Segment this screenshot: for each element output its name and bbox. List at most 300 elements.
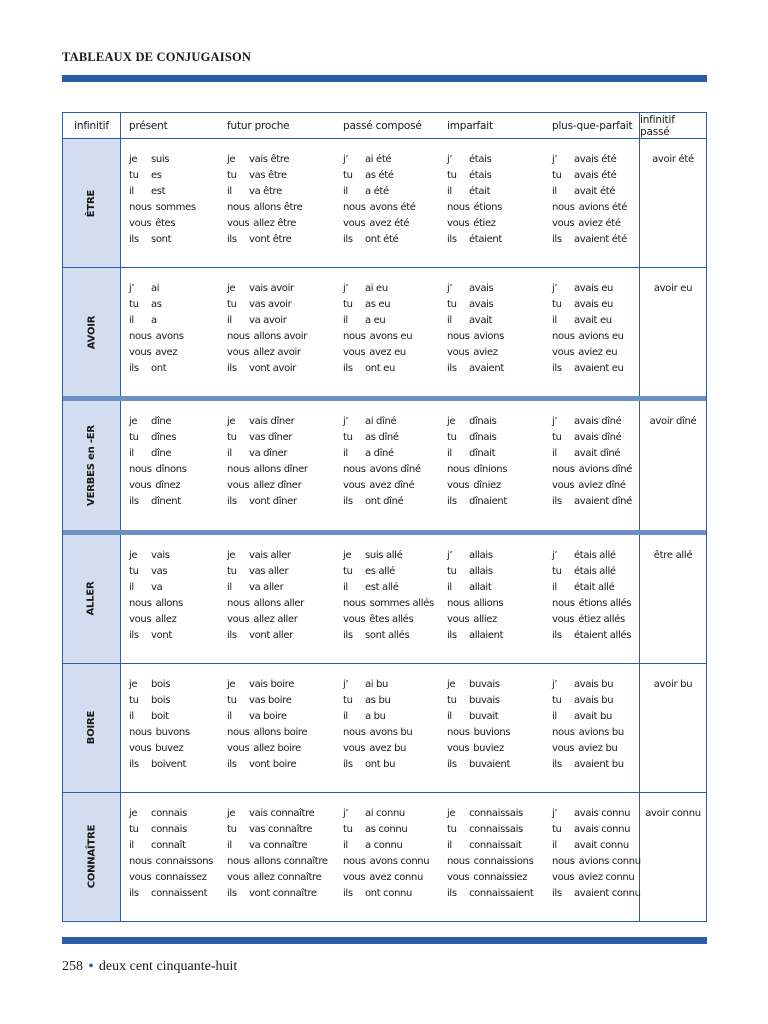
pronoun: il bbox=[343, 448, 348, 460]
verb-form: as connu bbox=[365, 823, 408, 835]
pronoun: nous bbox=[447, 331, 470, 343]
pronoun: vous bbox=[447, 218, 470, 229]
verb-name: VERBES en -ER bbox=[86, 424, 97, 506]
conjugation-line bbox=[447, 806, 533, 822]
verb-form: êtes bbox=[155, 218, 176, 229]
pronoun: j’ bbox=[552, 154, 558, 165]
verb-form: a été bbox=[365, 186, 389, 197]
verb-form: allons être bbox=[253, 202, 303, 213]
conjugation-line bbox=[447, 494, 507, 510]
pronoun: vous bbox=[343, 218, 366, 229]
verb-form: avez connu bbox=[369, 871, 423, 883]
conjugation-line bbox=[343, 297, 412, 313]
conjugation-line bbox=[129, 693, 190, 709]
pronoun: il bbox=[552, 710, 557, 722]
verb-form: dînais bbox=[469, 432, 497, 444]
verb-form: ai dîné bbox=[365, 416, 397, 428]
tense-column bbox=[129, 281, 184, 377]
verb-name: BOIRE bbox=[85, 711, 97, 745]
verb-form: dînons bbox=[155, 464, 187, 476]
verb-form: est allé bbox=[365, 581, 399, 593]
pronoun: il bbox=[552, 581, 557, 593]
pronoun: il bbox=[129, 581, 134, 593]
verb-label-cell bbox=[63, 139, 121, 267]
pronoun: ils bbox=[552, 887, 562, 899]
verb-form: avais été bbox=[574, 154, 617, 165]
conjugation-line bbox=[227, 854, 328, 870]
verb-form: avais connu bbox=[574, 807, 631, 819]
conjugation-line bbox=[447, 168, 502, 184]
pronoun: j’ bbox=[447, 549, 453, 561]
verb-form: boit bbox=[151, 710, 169, 722]
conjugation-line bbox=[129, 580, 183, 596]
pronoun: tu bbox=[227, 565, 237, 577]
header-infinitif: infinitif bbox=[63, 113, 121, 138]
conjugation-line bbox=[447, 281, 504, 297]
pronoun: nous bbox=[552, 202, 575, 213]
pronoun: tu bbox=[129, 432, 139, 444]
conjugation-line bbox=[227, 741, 307, 757]
pronoun: il bbox=[129, 710, 134, 722]
pronoun: ils bbox=[447, 758, 457, 770]
verb-form: avons dîné bbox=[369, 464, 421, 476]
tense-column bbox=[447, 806, 533, 902]
conjugation-line bbox=[129, 806, 213, 822]
pronoun: nous bbox=[227, 597, 250, 609]
verb-form: avait connu bbox=[574, 839, 629, 851]
conjugation-line bbox=[447, 725, 510, 741]
tense-column bbox=[343, 414, 421, 510]
conjugation-line bbox=[447, 232, 502, 248]
pronoun: il bbox=[227, 710, 232, 722]
pronoun: ils bbox=[227, 887, 237, 899]
verb-label-cell bbox=[63, 535, 121, 663]
pronoun: nous bbox=[552, 855, 575, 867]
verb-form: avons connu bbox=[369, 855, 430, 867]
verb-form: étions bbox=[473, 202, 503, 213]
conjugation-line bbox=[552, 725, 624, 741]
pronoun: il bbox=[343, 839, 348, 851]
verb-form: avait dîné bbox=[574, 448, 621, 460]
tense-column bbox=[129, 677, 190, 773]
page-footer bbox=[62, 959, 237, 975]
verb-form: allais bbox=[469, 565, 493, 577]
conjugation-line bbox=[227, 478, 308, 494]
verb-form: dînez bbox=[155, 480, 181, 492]
verb-form: avaient eu bbox=[574, 363, 624, 375]
pronoun: nous bbox=[447, 202, 470, 213]
verb-form: buviez bbox=[473, 742, 504, 754]
conjugation-line bbox=[227, 297, 307, 313]
pronoun: il bbox=[227, 315, 232, 327]
verb-form: aviez connu bbox=[578, 871, 635, 883]
conjugation-line bbox=[129, 628, 183, 644]
verb-form: dînent bbox=[151, 496, 181, 508]
conjugation-line bbox=[447, 297, 504, 313]
pronoun: ils bbox=[447, 234, 457, 245]
verb-form: es bbox=[151, 170, 162, 181]
verb-form: allais bbox=[469, 549, 493, 561]
verb-form: allons connaître bbox=[253, 855, 328, 867]
conjugation-line bbox=[343, 806, 429, 822]
pronoun: nous bbox=[343, 726, 366, 738]
conjugation-line bbox=[343, 628, 434, 644]
verb-form: avions été bbox=[578, 202, 628, 213]
conjugation-line bbox=[129, 709, 190, 725]
pronoun: ils bbox=[227, 496, 237, 508]
pronoun: j’ bbox=[343, 154, 349, 165]
pronoun: j’ bbox=[129, 283, 135, 295]
verb-form: vont connaître bbox=[249, 887, 317, 899]
pronoun: tu bbox=[129, 299, 139, 311]
verb-form: était bbox=[469, 186, 491, 197]
conjugation-line bbox=[343, 478, 421, 494]
bottom-rule bbox=[62, 937, 707, 944]
conjugation-line bbox=[343, 329, 412, 345]
verb-form: étais allé bbox=[574, 549, 616, 561]
verb-form: vais connaître bbox=[249, 807, 315, 819]
pronoun: nous bbox=[552, 464, 575, 476]
verb-form: connaissons bbox=[155, 855, 214, 867]
pronoun: j’ bbox=[552, 549, 558, 561]
verb-form: allez boire bbox=[253, 742, 301, 754]
pronoun: tu bbox=[343, 565, 353, 577]
conjugation-line bbox=[343, 838, 429, 854]
page-header-title: TABLEAUX DE CONJUGAISON bbox=[62, 50, 252, 64]
conjugation-line bbox=[552, 677, 624, 693]
verb-form: vont boire bbox=[249, 758, 297, 770]
tense-column bbox=[447, 414, 507, 510]
pronoun: nous bbox=[129, 855, 152, 867]
pronoun: il bbox=[129, 448, 134, 460]
conjugation-line bbox=[447, 361, 504, 377]
conjugation-line bbox=[129, 168, 196, 184]
verb-form: bois bbox=[151, 694, 171, 706]
verb-form: va être bbox=[249, 186, 282, 197]
verb-form: avais bbox=[469, 283, 494, 295]
conjugation-line bbox=[343, 281, 412, 297]
conjugation-line bbox=[343, 200, 416, 216]
pronoun: je bbox=[129, 549, 138, 561]
verb-form: avions dîné bbox=[578, 464, 633, 476]
verb-form: avait été bbox=[574, 186, 616, 197]
conjugation-line bbox=[227, 430, 308, 446]
verb-form: dîne bbox=[151, 416, 172, 428]
verb-form: suis allé bbox=[365, 549, 403, 561]
tense-column bbox=[343, 152, 416, 248]
verb-form: ont connu bbox=[365, 887, 413, 899]
conjugation-line bbox=[343, 822, 429, 838]
pronoun: tu bbox=[447, 565, 457, 577]
infinitif-passe-cell: avoir dîné bbox=[649, 416, 697, 428]
pronoun: nous bbox=[227, 331, 250, 343]
pronoun: nous bbox=[343, 331, 366, 343]
pronoun: tu bbox=[447, 432, 457, 444]
verb-form: connaissait bbox=[469, 839, 522, 851]
verb-form: avons été bbox=[369, 202, 416, 213]
verb-form: boivent bbox=[151, 758, 187, 770]
pronoun: tu bbox=[552, 823, 562, 835]
pronoun: vous bbox=[552, 347, 575, 359]
pronoun: tu bbox=[552, 299, 562, 311]
conjugation-line bbox=[552, 580, 631, 596]
verb-form: dînions bbox=[473, 464, 508, 476]
pronoun: tu bbox=[129, 565, 139, 577]
conjugation-line bbox=[227, 345, 307, 361]
pronoun: il bbox=[343, 581, 348, 593]
conjugation-line bbox=[129, 297, 184, 313]
pronoun: nous bbox=[129, 331, 152, 343]
conjugation-line bbox=[447, 757, 510, 773]
pronoun: nous bbox=[552, 597, 575, 609]
pronoun: vous bbox=[552, 480, 575, 492]
verb-form: aviez bu bbox=[578, 742, 618, 754]
conjugation-line bbox=[129, 596, 183, 612]
verb-form: allez dîner bbox=[253, 480, 302, 492]
tense-column bbox=[447, 281, 504, 377]
conjugation-line bbox=[227, 494, 308, 510]
conjugation-line bbox=[447, 693, 510, 709]
verb-form: a bbox=[151, 315, 157, 327]
verb-form: avais dîné bbox=[574, 432, 622, 444]
tense-column bbox=[129, 152, 196, 248]
tense-column bbox=[447, 548, 503, 644]
conjugation-line bbox=[447, 822, 533, 838]
conjugation-line bbox=[227, 838, 328, 854]
tense-column bbox=[552, 677, 624, 773]
pronoun: il bbox=[227, 186, 232, 197]
conjugation-line bbox=[552, 709, 624, 725]
conjugation-line bbox=[343, 580, 434, 596]
conjugation-line bbox=[552, 430, 632, 446]
pronoun: ils bbox=[343, 234, 353, 245]
verb-form: buvait bbox=[469, 710, 499, 722]
verb-form: ai été bbox=[365, 154, 392, 165]
pronoun: ils bbox=[343, 887, 353, 899]
infinitif-passe-cell: être allé bbox=[653, 549, 693, 561]
verb-form: étiez bbox=[473, 218, 496, 229]
conjugation-line bbox=[227, 200, 302, 216]
verb-form: allait bbox=[469, 581, 492, 593]
verb-form: va avoir bbox=[249, 315, 287, 327]
conjugation-line bbox=[447, 596, 503, 612]
conjugation-line bbox=[343, 709, 412, 725]
verb-form: buvais bbox=[469, 678, 500, 690]
conjugation-line bbox=[447, 741, 510, 757]
pronoun: je bbox=[227, 283, 236, 295]
conjugation-line bbox=[343, 232, 416, 248]
verb-form: va connaître bbox=[249, 839, 308, 851]
conjugation-line bbox=[227, 329, 307, 345]
conjugation-line bbox=[552, 184, 627, 200]
verb-form: étions allés bbox=[578, 597, 632, 609]
pronoun: j’ bbox=[552, 416, 558, 428]
pronoun: vous bbox=[227, 347, 250, 359]
conjugation-line bbox=[447, 580, 503, 596]
pronoun: vous bbox=[447, 742, 470, 754]
verb-form: avaient été bbox=[574, 234, 627, 245]
pronoun: tu bbox=[447, 823, 457, 835]
verb-form: avions eu bbox=[578, 331, 624, 343]
conjugation-line bbox=[129, 564, 183, 580]
verb-form: sommes allés bbox=[369, 597, 434, 609]
conjugation-cells bbox=[121, 268, 640, 396]
conjugation-line bbox=[227, 313, 307, 329]
pronoun: tu bbox=[343, 170, 353, 181]
conjugation-line bbox=[227, 886, 328, 902]
conjugation-line bbox=[343, 870, 429, 886]
verb-form: avons bu bbox=[369, 726, 413, 738]
pronoun: nous bbox=[343, 202, 366, 213]
verb-form: sont bbox=[151, 234, 172, 245]
verb-form: connaissiez bbox=[473, 871, 528, 883]
verb-label-cell bbox=[63, 401, 121, 529]
pronoun: tu bbox=[227, 170, 237, 181]
conjugation-line bbox=[227, 232, 302, 248]
pronoun: ils bbox=[227, 629, 237, 641]
conjugation-line bbox=[343, 757, 412, 773]
conjugation-line bbox=[129, 725, 190, 741]
verb-label-cell bbox=[63, 664, 121, 792]
verb-form: allez connaître bbox=[253, 871, 322, 883]
verb-form: allons bbox=[155, 597, 183, 609]
verb-form: aviez été bbox=[578, 218, 621, 229]
verb-form: buvais bbox=[469, 694, 500, 706]
pronoun: tu bbox=[552, 432, 562, 444]
verb-form: avez bbox=[155, 347, 178, 359]
verb-form: étais bbox=[469, 154, 492, 165]
pronoun: ils bbox=[343, 629, 353, 641]
pronoun: je bbox=[227, 678, 236, 690]
pronoun: tu bbox=[129, 694, 139, 706]
tense-column bbox=[129, 548, 183, 644]
pronoun: il bbox=[447, 839, 452, 851]
conjugation-line bbox=[343, 152, 416, 168]
pronoun: tu bbox=[227, 299, 237, 311]
pronoun: je bbox=[343, 549, 352, 561]
verb-form: vont avoir bbox=[249, 363, 297, 375]
pronoun: vous bbox=[447, 871, 470, 883]
verb-form: avaient dîné bbox=[574, 496, 632, 508]
conjugation-line bbox=[552, 564, 631, 580]
verb-form: dînes bbox=[151, 432, 177, 444]
tense-column bbox=[227, 806, 328, 902]
conjugation-line bbox=[129, 757, 190, 773]
pronoun: j’ bbox=[552, 807, 558, 819]
pronoun: je bbox=[447, 416, 456, 428]
verb-form: connaissions bbox=[473, 855, 534, 867]
pronoun: ils bbox=[447, 629, 457, 641]
verb-form: buvaient bbox=[469, 758, 511, 770]
pronoun: nous bbox=[227, 464, 250, 476]
verb-form: allons boire bbox=[253, 726, 308, 738]
page-number-words: deux cent cinquante-huit bbox=[98, 959, 238, 974]
pronoun: je bbox=[227, 416, 236, 428]
pronoun: il bbox=[343, 710, 348, 722]
verb-form: vais boire bbox=[249, 678, 295, 690]
conjugation-cells bbox=[121, 793, 640, 921]
pronoun: nous bbox=[552, 331, 575, 343]
pronoun: nous bbox=[129, 726, 152, 738]
conjugation-line bbox=[227, 216, 302, 232]
pronoun: nous bbox=[343, 464, 366, 476]
verb-form: as dîné bbox=[365, 432, 399, 444]
conjugation-line bbox=[447, 886, 533, 902]
verb-form: allions bbox=[473, 597, 504, 609]
header-passe-compose: passé composé bbox=[343, 120, 422, 132]
conjugation-line bbox=[129, 329, 184, 345]
conjugation-line bbox=[447, 430, 507, 446]
conjugation-line bbox=[343, 414, 421, 430]
pronoun: vous bbox=[552, 218, 575, 229]
pronoun: vous bbox=[227, 613, 250, 625]
verb-form: vas dîner bbox=[249, 432, 293, 444]
tense-column bbox=[227, 414, 308, 510]
tense-column bbox=[227, 152, 302, 248]
pronoun: tu bbox=[447, 694, 457, 706]
pronoun: vous bbox=[343, 480, 366, 492]
pronoun: il bbox=[447, 710, 452, 722]
pronoun: vous bbox=[447, 480, 470, 492]
verb-form: avaient connu bbox=[574, 887, 641, 899]
conjugation-line bbox=[227, 564, 304, 580]
verb-form: vas avoir bbox=[249, 299, 292, 311]
verb-form: avais bbox=[469, 299, 494, 311]
conjugation-line bbox=[129, 361, 184, 377]
pronoun: vous bbox=[552, 742, 575, 754]
verb-row bbox=[63, 139, 706, 267]
conjugation-line bbox=[552, 168, 627, 184]
conjugation-line bbox=[552, 478, 632, 494]
pronoun: vous bbox=[129, 613, 152, 625]
pronoun: nous bbox=[227, 855, 250, 867]
tense-column bbox=[343, 806, 429, 902]
infinitif-passe-cell: avoir été bbox=[652, 154, 694, 165]
verb-form: buvez bbox=[155, 742, 184, 754]
verb-form: connaissent bbox=[151, 887, 208, 899]
conjugation-line bbox=[227, 612, 304, 628]
pronoun: nous bbox=[129, 597, 152, 609]
verb-form: buvions bbox=[473, 726, 511, 738]
pronoun: ils bbox=[343, 758, 353, 770]
top-rule bbox=[62, 75, 707, 82]
pronoun: je bbox=[447, 678, 456, 690]
conjugation-line bbox=[343, 741, 412, 757]
pronoun: vous bbox=[343, 613, 366, 625]
pronoun: il bbox=[552, 186, 557, 197]
pronoun: il bbox=[227, 581, 232, 593]
verb-form: connaissais bbox=[469, 823, 523, 835]
page-number: 258 bbox=[62, 959, 83, 974]
tense-column bbox=[227, 677, 307, 773]
pronoun: vous bbox=[343, 347, 366, 359]
pronoun: vous bbox=[129, 480, 152, 492]
infinitif-passe-cell: avoir connu bbox=[645, 807, 701, 819]
conjugation-line bbox=[552, 281, 624, 297]
verb-form: va bbox=[151, 581, 163, 593]
conjugation-line bbox=[227, 693, 307, 709]
conjugation-line bbox=[227, 462, 308, 478]
verb-form: avons bbox=[155, 331, 184, 343]
conjugation-line bbox=[447, 838, 533, 854]
verb-name: ÊTRE bbox=[85, 189, 97, 217]
verb-name: CONNAÎTRE bbox=[86, 825, 97, 889]
conjugation-line bbox=[552, 612, 631, 628]
verb-form: vas connaître bbox=[249, 823, 313, 835]
pronoun: il bbox=[343, 315, 348, 327]
pronoun: ils bbox=[227, 758, 237, 770]
conjugation-line bbox=[552, 200, 627, 216]
